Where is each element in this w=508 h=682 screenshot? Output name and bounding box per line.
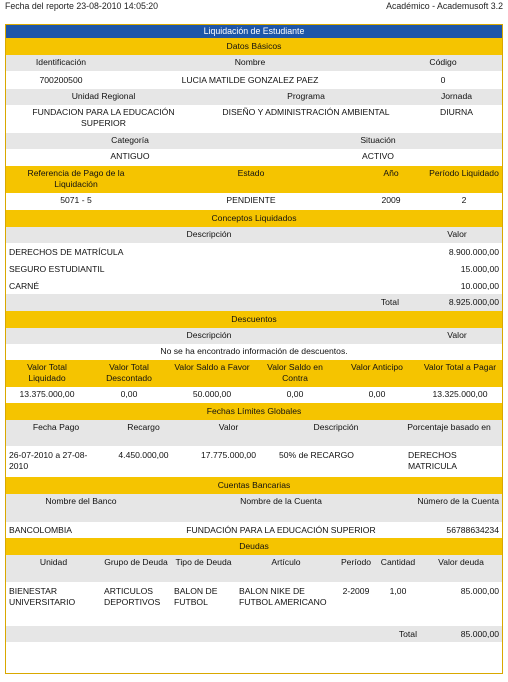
debts-value-tipo: BALON DE FUTBOL xyxy=(174,586,218,607)
section-descuentos: Descuentos xyxy=(6,311,502,328)
debts-total-label: Total xyxy=(398,629,417,639)
report-date: Fecha del reporte 23-08-2010 14:05:20 xyxy=(5,1,159,11)
value-situacion: ACTIVO xyxy=(362,151,394,161)
debts-col-grupo: Grupo de Deuda xyxy=(104,557,168,567)
debts-col-unidad: Unidad xyxy=(39,557,68,567)
summary-value-descontado: 0,00 xyxy=(120,389,138,399)
concept-desc: DERECHOS DE MATRÍCULA xyxy=(9,247,124,257)
system-name: Académico - Academusoft 3.2 xyxy=(386,1,503,11)
label-programa: Programa xyxy=(287,91,325,101)
debts-col-valor: Valor deuda xyxy=(438,557,484,567)
value-anio: 2009 xyxy=(381,195,401,205)
dates-value-porcentaje: DERECHOS MATRICULA xyxy=(408,450,458,471)
debts-total-row xyxy=(6,626,502,642)
concept-valor: 15.000,00 xyxy=(460,264,499,274)
payment-header-row xyxy=(6,166,502,193)
discounts-header-row xyxy=(6,328,502,344)
section-datos-basicos: Datos Básicos xyxy=(6,38,502,55)
label-periodo: Período Liquidado xyxy=(429,168,499,178)
concept-desc: CARNÉ xyxy=(9,281,40,291)
concept-desc: SEGURO ESTUDIANTIL xyxy=(9,264,105,274)
dates-value-recargo: 4.450.000,00 xyxy=(118,450,169,460)
payment-values-row xyxy=(6,193,502,210)
discounts-empty-row xyxy=(6,344,502,360)
accounts-col-banco: Nombre del Banco xyxy=(45,496,117,506)
section-conceptos: Conceptos Liquidados xyxy=(6,210,502,227)
dates-header-row xyxy=(6,420,502,446)
debts-value-grupo: ARTICULOS DEPORTIVOS xyxy=(104,586,161,607)
table-row xyxy=(6,260,502,277)
concepts-col-descripcion: Descripción xyxy=(186,229,232,239)
discounts-col-valor: Valor xyxy=(447,330,467,340)
summary-label-total-pagar: Valor Total a Pagar xyxy=(423,362,497,372)
summary-values-row xyxy=(6,387,502,403)
dates-values-row xyxy=(6,446,502,477)
dates-value-descripcion: 50% de RECARGO xyxy=(279,450,354,460)
debts-value-unidad: BIENESTAR UNIVERSITARIO xyxy=(9,586,76,607)
category-header-row xyxy=(6,133,502,149)
label-codigo: Código xyxy=(429,57,457,67)
debts-col-cantidad: Cantidad xyxy=(380,557,416,567)
debts-values-row xyxy=(6,582,502,626)
report-header xyxy=(5,1,503,13)
table-row xyxy=(6,277,502,294)
dates-col-descripcion: Descripción xyxy=(313,422,359,432)
table-row xyxy=(6,243,502,260)
dates-col-recargo: Recargo xyxy=(127,422,160,432)
debts-col-periodo: Período xyxy=(340,557,372,567)
accounts-col-cuenta: Nombre de la Cuenta xyxy=(240,496,322,506)
label-referencia: Referencia de Pago de la Liquidación xyxy=(27,168,125,189)
value-referencia: 5071 - 5 xyxy=(60,195,92,205)
dates-value-valor: 17.775.000,00 xyxy=(201,450,256,460)
summary-label-anticipo: Valor Anticipo xyxy=(351,362,403,372)
label-estado: Estado xyxy=(237,168,265,178)
accounts-value-numero: 56788634234 xyxy=(446,525,499,535)
debts-col-articulo: Artículo xyxy=(271,557,301,567)
concepts-total-row xyxy=(6,294,502,311)
liquidation-report xyxy=(5,24,503,674)
label-unidad-regional: Unidad Regional xyxy=(71,91,136,101)
concepts-col-valor: Valor xyxy=(447,229,467,239)
value-identificacion: 700200500 xyxy=(39,75,83,85)
summary-label-descontado: Valor Total Descontado xyxy=(106,362,152,383)
discounts-empty-message: No se ha encontrado información de descuentos. xyxy=(160,346,348,356)
dates-col-valor: Valor xyxy=(218,422,239,432)
basic-header-row xyxy=(6,55,502,71)
debts-header-row xyxy=(6,555,502,582)
dates-value-fecha-pago: 26-07-2010 a 27-08-2010 xyxy=(9,450,88,471)
value-nombre: LUCIA MATILDE GONZALEZ PAEZ xyxy=(181,75,319,85)
debts-col-tipo: Tipo de Deuda xyxy=(175,557,232,567)
category-values-row xyxy=(6,149,502,166)
accounts-values-row xyxy=(6,522,502,538)
program-header-row xyxy=(6,89,502,105)
summary-label-saldo-contra: Valor Saldo en Contra xyxy=(267,362,323,383)
value-periodo: 2 xyxy=(461,195,467,205)
concepts-total-value: 8.925.000,00 xyxy=(448,297,499,307)
value-programa: DISEÑO Y ADMINISTRACIÓN AMBIENTAL xyxy=(222,107,390,117)
section-deudas: Deudas xyxy=(6,538,502,555)
concept-valor: 8.900.000,00 xyxy=(448,247,499,257)
section-fechas: Fechas Límites Globales xyxy=(6,403,502,420)
discounts-col-descripcion: Descripción xyxy=(186,330,232,340)
label-categoria: Categoría xyxy=(111,135,149,145)
summary-header-row xyxy=(6,360,502,387)
value-codigo: 0 xyxy=(440,75,446,85)
summary-value-total-pagar: 13.325.000,00 xyxy=(432,389,488,399)
report-title: Liquidación de Estudiante xyxy=(6,25,502,38)
summary-value-saldo-contra: 0,00 xyxy=(286,389,304,399)
basic-values-row xyxy=(6,71,502,89)
label-nombre: Nombre xyxy=(234,57,266,67)
accounts-header-row xyxy=(6,494,502,522)
value-jornada: DIURNA xyxy=(440,107,473,117)
debts-value-cantidad: 1,00 xyxy=(389,586,407,596)
summary-value-liquidado: 13.375.000,00 xyxy=(19,389,75,399)
section-cuentas: Cuentas Bancarias xyxy=(6,477,502,494)
dates-col-porcentaje: Porcentaje basado en xyxy=(407,422,491,432)
accounts-col-numero: Número de la Cuenta xyxy=(417,496,499,506)
program-values-row xyxy=(6,105,502,133)
concepts-header-row xyxy=(6,227,502,243)
debts-value-periodo: 2-2009 xyxy=(342,586,370,596)
label-jornada: Jornada xyxy=(440,91,473,101)
accounts-value-banco: BANCOLOMBIA xyxy=(9,525,73,535)
dates-col-fecha-pago: Fecha Pago xyxy=(32,422,80,432)
value-categoria: ANTIGUO xyxy=(110,151,150,161)
label-identificacion: Identificación xyxy=(35,57,87,67)
summary-label-liquidado: Valor Total Liquidado xyxy=(27,362,67,383)
debts-value-valor: 85.000,00 xyxy=(460,586,499,596)
value-unidad-regional: FUNDACION PARA LA EDUCACIÓN SUPERIOR xyxy=(32,107,175,128)
accounts-value-cuenta: FUNDACIÓN PARA LA EDUCACIÓN SUPERIOR xyxy=(186,525,376,535)
label-situacion: Situación xyxy=(360,135,396,145)
concepts-total-label: Total xyxy=(380,297,399,307)
debts-total-value: 85.000,00 xyxy=(460,629,499,639)
summary-label-saldo-favor: Valor Saldo a Favor xyxy=(174,362,250,372)
value-estado: PENDIENTE xyxy=(226,195,276,205)
label-anio: Año xyxy=(383,168,399,178)
summary-value-anticipo: 0,00 xyxy=(368,389,386,399)
debts-value-articulo: BALON NIKE DE FUTBOL AMERICANO xyxy=(239,586,327,607)
summary-value-saldo-favor: 50.000,00 xyxy=(192,389,232,399)
concept-valor: 10.000,00 xyxy=(460,281,499,291)
